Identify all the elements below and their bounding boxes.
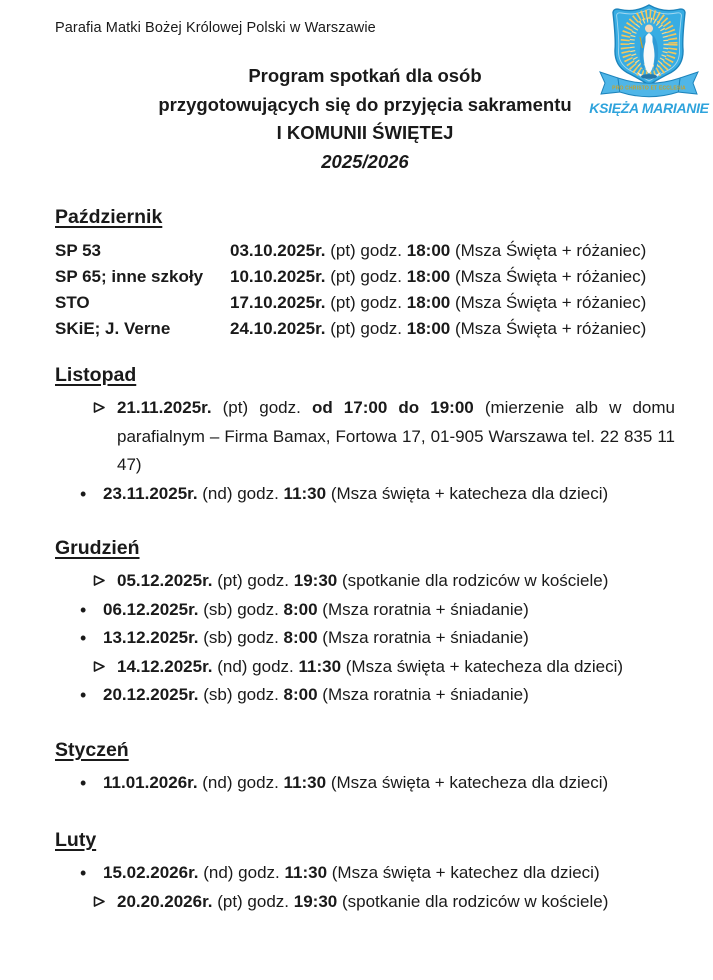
- meeting-item: [55, 681, 680, 710]
- title-line-1: Program spotkań dla osób: [248, 65, 482, 86]
- text-segment: (Msza roratnia + śniadanie): [317, 628, 529, 647]
- meeting-item: [55, 859, 680, 888]
- text-segment: 19:30: [293, 571, 338, 590]
- meeting-details: [103, 863, 600, 882]
- text-segment: 18:00: [406, 267, 451, 286]
- text-segment: (sb) godz.: [198, 685, 284, 704]
- text-segment: 23.11.2025r.: [103, 483, 198, 503]
- meeting-item: [55, 888, 680, 917]
- arrow-marker-icon: [93, 888, 106, 917]
- month-heading: Luty: [55, 829, 97, 851]
- text-segment: (sb) godz.: [198, 628, 284, 647]
- month-section: [55, 362, 680, 508]
- text-segment: (pt) godz.: [325, 319, 407, 338]
- text-segment: (Msza Święta + różaniec): [450, 293, 647, 312]
- meeting-details: [103, 773, 608, 792]
- bullet-marker-icon: •: [80, 863, 87, 883]
- text-segment: (Msza Święta + różaniec): [450, 267, 647, 286]
- schedule-row: [55, 316, 680, 342]
- text-segment: (spotkanie dla rodziców w kościele): [337, 891, 609, 911]
- arrow-marker-icon: [93, 653, 106, 682]
- text-segment: (Msza roratnia + śniadanie): [317, 599, 529, 619]
- text-segment: (sb) godz.: [198, 599, 284, 619]
- text-segment: (Msza Święta + różaniec): [450, 241, 647, 260]
- meeting-list: [55, 567, 680, 710]
- text-segment: od 17:00 do 19:00: [311, 398, 474, 417]
- schedule-row: [55, 264, 680, 290]
- schedule-row: [55, 238, 680, 264]
- text-segment: (spotkanie dla rodziców w kościele): [337, 571, 609, 590]
- text-segment: (pt) godz.: [212, 571, 294, 590]
- text-segment: 19:30: [293, 891, 338, 911]
- meeting-details: [103, 685, 529, 704]
- text-segment: (pt) godz.: [325, 267, 407, 286]
- text-segment: (Msza Święta + różaniec): [450, 319, 647, 338]
- meeting-details: [117, 394, 675, 480]
- text-segment: (Msza święta + katecheza dla dzieci): [326, 483, 609, 503]
- text-segment: 8:00: [283, 685, 318, 704]
- text-segment: 24.10.2025r.: [230, 319, 326, 338]
- meeting-details: [230, 316, 646, 342]
- text-segment: 8:00: [283, 628, 318, 647]
- title-line-2: przygotowujących się do przyjęcia sakramentu: [158, 93, 572, 115]
- bullet-marker-icon: •: [80, 599, 87, 620]
- meeting-item: [55, 567, 680, 596]
- text-segment: 11:30: [284, 863, 328, 882]
- text-segment: (pt) godz.: [325, 293, 407, 312]
- meeting-item: [55, 596, 680, 625]
- ribbon-motto-text: PRO CHRISTO ET ECCLESIA: [612, 85, 686, 92]
- text-segment: (Msza święta + katecheza dla dzieci): [341, 656, 624, 676]
- bullet-marker-icon: •: [80, 685, 87, 705]
- text-segment: (mierzenie alb w domu parafialnym – Firma Bamax, Fortowa 17, 01-905 Warszawa tel. 22 835 11 47): [117, 398, 675, 474]
- parish-name: Parafia Matki Bożej Królowej Polski w Warszawie: [55, 20, 376, 36]
- text-segment: (nd) godz.: [197, 483, 284, 503]
- text-segment: (Msza święta + katechez dla dzieci): [327, 863, 600, 882]
- school-name: SP 53: [55, 241, 102, 260]
- meeting-details: [103, 628, 529, 647]
- text-segment: (pt) godz.: [325, 241, 407, 260]
- meeting-list: [55, 769, 680, 798]
- meeting-item: [55, 394, 680, 480]
- meeting-details: [117, 892, 608, 911]
- meeting-item: [55, 480, 680, 509]
- text-segment: 11:30: [283, 483, 327, 503]
- meeting-item: [55, 624, 680, 653]
- text-segment: (pt) godz.: [211, 398, 312, 417]
- text-segment: (nd) godz.: [197, 773, 284, 792]
- text-segment: 05.12.2025r.: [117, 571, 213, 590]
- text-segment: 11.01.2026r.: [103, 773, 198, 792]
- month-heading: Listopad: [55, 364, 137, 386]
- text-segment: 11:30: [283, 773, 327, 792]
- text-segment: (Msza roratnia + śniadanie): [317, 685, 529, 704]
- congregation-name: KSIĘŻA MARIANIE: [589, 100, 709, 116]
- month-section: [55, 204, 680, 342]
- meeting-details: [103, 484, 608, 503]
- month-heading: Grudzień: [55, 537, 140, 559]
- arrow-marker-icon: [93, 567, 106, 596]
- text-segment: (nd) godz.: [212, 656, 299, 676]
- bullet-marker-icon: •: [80, 628, 87, 648]
- schedule-table: [55, 238, 680, 342]
- text-segment: 20.20.2026r.: [117, 891, 213, 911]
- arrow-marker-icon: [93, 394, 106, 423]
- text-segment: 20.12.2025r.: [103, 685, 199, 704]
- text-segment: 13.12.2025r.: [103, 628, 199, 647]
- meeting-details: [230, 238, 646, 264]
- text-segment: 14.12.2025r.: [117, 656, 213, 676]
- meeting-item: [55, 769, 680, 798]
- school-name: SKiE; J. Verne: [55, 319, 171, 338]
- title-line-3: I KOMUNII ŚWIĘTEJ: [276, 122, 454, 143]
- text-segment: 11:30: [298, 656, 342, 676]
- text-segment: 10.10.2025r.: [230, 267, 326, 286]
- month-section: [55, 737, 680, 798]
- meeting-list: [55, 859, 680, 916]
- text-segment: (Msza święta + katecheza dla dzieci): [326, 773, 609, 792]
- meeting-details: [103, 600, 529, 619]
- text-segment: 15.02.2026r.: [103, 863, 199, 882]
- text-segment: 06.12.2025r.: [103, 599, 199, 619]
- text-segment: 18:00: [406, 241, 451, 260]
- text-segment: 18:00: [406, 293, 451, 312]
- meeting-details: [230, 290, 646, 316]
- month-section: [55, 827, 680, 916]
- title-year: 2025/2026: [321, 150, 409, 172]
- text-segment: 03.10.2025r.: [230, 241, 326, 260]
- meeting-list: [55, 394, 680, 508]
- meeting-item: [55, 653, 680, 682]
- text-segment: 21.11.2025r.: [117, 398, 212, 417]
- school-name: SP 65; inne szkoły: [55, 267, 204, 286]
- text-segment: 17.10.2025r.: [230, 293, 326, 312]
- text-segment: (pt) godz.: [212, 891, 294, 911]
- bullet-marker-icon: •: [80, 773, 87, 793]
- text-segment: (nd) godz.: [198, 863, 285, 882]
- school-name: STO: [55, 293, 90, 312]
- document-title: [55, 62, 675, 176]
- meeting-details: [117, 657, 623, 676]
- meeting-details: [230, 264, 646, 290]
- text-segment: 18:00: [406, 319, 451, 338]
- meeting-details: [117, 571, 608, 590]
- month-heading: Styczeń: [55, 739, 129, 761]
- text-segment: 8:00: [283, 599, 318, 619]
- schedule-row: [55, 290, 680, 316]
- month-section: [55, 535, 680, 710]
- bullet-marker-icon: •: [80, 483, 87, 504]
- month-heading: Październik: [55, 206, 163, 228]
